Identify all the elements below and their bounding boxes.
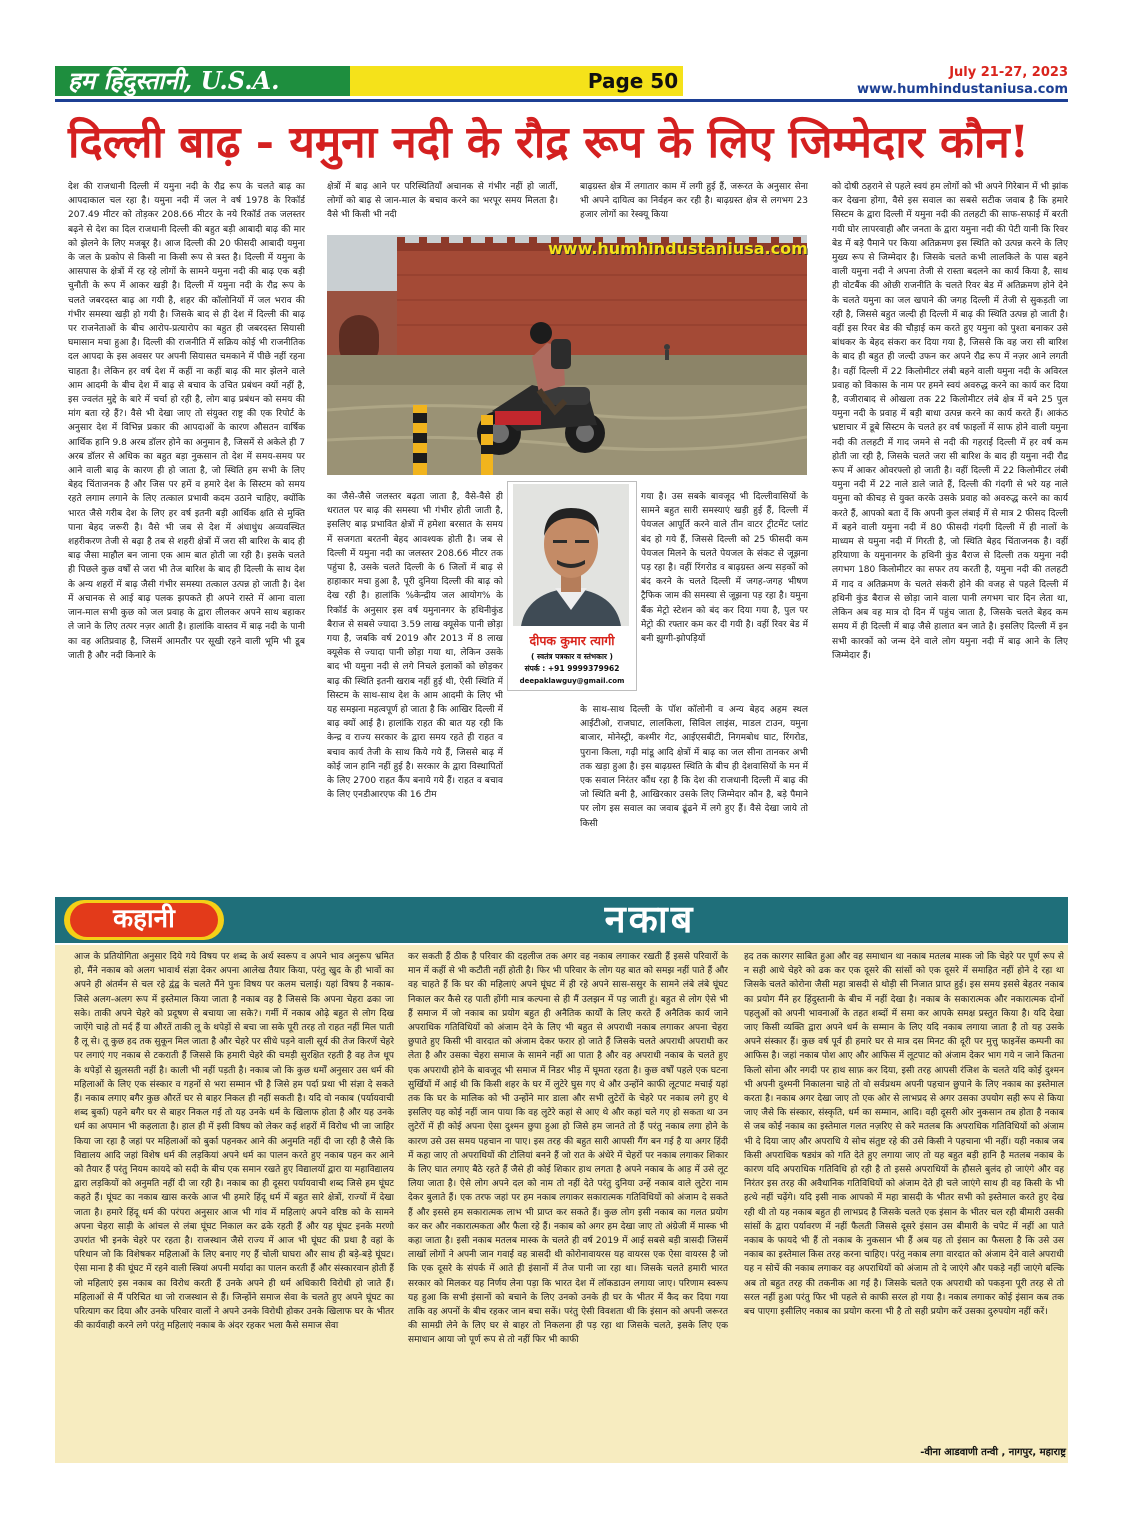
article-column-1: देश की राजधानी दिल्ली में यमुना नदी के रौद्र रूप के चलते बाढ़ का आपदाकाल चल रहा है। यमुना नदी में जल ने वर्ष 1978 के रिकॉर्ड 207.49 मीटर को तोड़कर 208.66 मीटर के नये रिकॉर्ड तक जलस्तर बढ़ने से देश का दिल राजधानी दिल्ली की बहुत बड़ी आबादी बाढ़ की मार को झेलने के लिए मजबूर है। आज दिल्ली की 20 फीसदी आबादी यमुना के जल के प्रकोप से किसी ना किसी रूप से त्रस्त है। दिल्ली में यमुना के आसपास के क्षेत्रों में रह रहे लोगों के सामने यमुना नदी की बाढ़ एक बड़ी चुनौती के रूप में आकर खड़ी है। दिल्ली में यमुना नदी के रौद्र रूप के चलते जबरदस्त बाढ़ आ गयी है, शहर की कॉलोनियों में जल भराव की गंभीर समस्या खड़ी हो गयी है। जिसके बाद से ही देश में दिल्ली की बाढ़ पर राजनेताओं के बीच आरोप-प्रत्यारोप का बहुत ही जबरदस्त सियासी घमासान मचा हुआ है। दिल्ली की राजनीति में सक्रिय कोई भी राजनीतिक दल आपदा के इस अवसर पर अपनी सियासत चमकाने में पीछे नहीं रहना चाहता है। लेकिन हर वर्ष देश में कहीं ना कहीं बाढ़ की मार झेलने वाले आम आदमी के बीच देश में बाढ़ से बचाव के उचित प्रबंधन क्यों नहीं है, इस ज्वलंत मुद्दे के बारे में चर्चा हो रही है, लोग बाढ़ प्रबंधन को समय की मांग बता रहे हैं?। वैसे भी देखा जाए तो संयुक्त राष्ट्र की एक रिपोर्ट के अनुसार देश में विभिन्न प्रकार की आपदाओं के कारण औसतन वार्षिक आर्थिक हानि 9.8 अरब डॉलर होने का अनुमान है, जिसमें से अकेले ही 7 अरब डॉलर से अधिक का बहुत बड़ा नुकसान तो देश में समय-समय पर आने वाली बाढ़ के कारण ही हो जाता है, जो स्थिति हम सभी के लिए बेहद चिंताजनक है और जिस पर हमें व हमारे देश के सिस्टम को समय रहते लगाम लगाने के लिए तत्काल प्रभावी कदम उठाने चाहिए, क्योंकि भारत जैसे गरीब देश के लिए हर वर्ष इतनी बड़ी आर्थिक क्षति से मुक्ति पाना बेहद जरूरी है। वैसे भी जब से देश में अंधाधुंध अव्यवस्थित शहरीकरण तेजी से बढ़ा है तब से शहरी क्षेत्रों में जरा सी बारिश के बाद ही बाढ़ जैसा माहौल बन जाना एक आम बात होती जा रही है। इसके चलते ही पिछले कुछ वर्षों से जरा भी तेज बारिश के बाद ही दिल्ली के साथ देश के अन्य शहरों में बाढ़ जैसी गंभीर समस्या तत्काल उत्पन्न हो जाती है। देश में अचानक से आई बाढ़ पलक झपकते ही अपने रास्ते में आना वाला जान-माल सभी कुछ को जल प्रवाह के द्वारा लीलकर अपने साथ बहाकर ले जाने के लिए तत्पर नज़र आती है। हालांकि वास्तव में बाढ़ नदी के पानी का वह अतिप्रवाह है, जिसमें आमतौर पर सूखी रहने वाली भूमि भी डूब जाती है और नदी किनारे के [68, 182, 305, 661]
author-portrait [513, 484, 629, 626]
masthead-divider [55, 99, 1068, 102]
flood-photo [327, 235, 807, 475]
article-column-2-bottom: का जैसे-जैसे जलस्तर बढ़ता जाता है, वैसे-वैसे ही धरातल पर बाढ़ की समस्या भी गंभीर होती जाती है, इसलिए बाढ़ प्रभावित क्षेत्रों में हमेशा बरसात के समय में सजगता बरतनी बेहद आवश्यक होती है। जब से दिल्ली में यमुना नदी का जलस्तर 208.66 मीटर तक पहुंचा है, उसके चलते दिल्ली के 6 जिलों में बाढ़ से हाहाकार मचा हुआ है, पूरी दुनिया दिल्ली की बाढ़ को देख रही है। हालांकि %केन्द्रीय जल आयोग% के रिकॉर्ड के अनुसार इस वर्ष यमुनानगर के हथिनीकुंड बैराज से सबसे ज्यादा 3.59 लाख क्यूसेक पानी छोड़ा गया है, जबकि वर्ष 2019 और 2013 में 8 लाख क्यूसेक से ज्यादा पानी छोड़ा गया था, लेकिन उसके बाद भी यमुना नदी से लगे निचले इलाकों को छोड़कर बाढ़ की स्थिति इतनी खराब नहीं हुई थी, ऐसी स्थिति में सिस्टम के साथ-साथ देश के आम आदमी के लिए भी यह समझना महत्वपूर्ण हो जाता है कि आखिर दिल्ली में बाढ़ क्यों आई है। हालांकि राहत की बात यह रही कि केन्द्र व राज्य सरकार के द्वारा समय रहते ही राहत व बचाव कार्य तेजी के साथ किये गये हैं, जिससे बाढ़ में कोई जान हानि नहीं हुई है। सरकार के द्वारा विस्थापितों के लिए 2700 राहत कैंप बनाये गये हैं। राहत व बचाव के लिए एनडीआरएफ की 16 टीम [327, 492, 503, 801]
author-email[interactable]: deepaklawguy@gmail.com [519, 677, 625, 685]
story-title: नकाब [604, 897, 696, 941]
article-column-3-right: गया है। उस सबके बावजूद भी दिल्लीवासियों के सामने बहुत सारी समस्याएं खड़ी हुई हैं, दिल्ली में पेयजल आपूर्ति करने वाले तीन वाटर ट्रीटमेंट प्लांट बंद हो गये हैं, जिससे दिल्ली को 25 फीसदी कम पेयजल मिलने के चलते पेयजल के संकट से जूझना पड़ रहा है। वहीं रिंगरोड व बाढ़ग्रस्त अन्य सड़कों को बंद करने के चलते दिल्ली में जगह-जगह भीषण ट्रैफिक जाम की समस्या से जूझना पड़ रहा है। यमुना बैंक मेट्रो स्टेशन को बंद कर दिया गया है, पुल पर मेट्रो की रफ्तार कम कर दी गयी है। वहीं रिवर बेड में बनी झुग्गी-झोपड़ियों [641, 492, 808, 645]
author-portrait-illustration [513, 484, 629, 626]
story-section-label: कहानी [113, 904, 175, 934]
issue-date: July 21-27, 2023 [949, 65, 1068, 80]
article-column-4: को दोषी ठहराने से पहले स्वयं हम लोगों को भी अपने गिरेबान में भी झांक कर देखना होगा, वैसे इस सवाल का सबसे सटीक जवाब है कि हमारे सिस्टम के द्वारा दिल्ली में यमुना नदी की तलहटी की साफ-सफाई में बरती गयी घोर लापरवाही और जनता के द्वारा यमुना नदी की पेटी यानी कि रिवर बेड में बड़े पैमाने पर किया अतिक्रमण इस स्थिति को उत्पन्न करने के लिए मुख्य रूप से जिम्मेदार है। जिसके चलते कभी लालकिले के पास बहने वाली यमुना नदी ने अपना तेजी से रास्ता बदलने का कार्य किया है, साथ ही वोटबैंक की ओछी राजनीति के चलते रिवर बेड में अतिक्रमण होने देने के चलते यमुना का जल खपाने की जगह दिल्ली में तेजी से सुकड़ती जा रही है, जिससे बहुत जल्दी ही दिल्ली में बाढ़ की स्थिति उत्पन्न हो जाती है। वहीं इस रिवर बेड की चौड़ाई कम करते हुए यमुना को पुश्ता बनाकर उसे बांधकर के बेहद संकरा कर दिया गया है, जिससे कि वह जरा सी बारिश के बाद ही बहुत ही जल्दी उफन कर अपने रौद्र रूप में नज़र आने लगती है। वहीं दिल्ली में 22 किलोमीटर लंबी बहने वाली यमुना नदी के अविरल प्रवाह को विकास के नाम पर हमने स्वयं अवरुद्ध करने का कार्य कर दिया है, वजीराबाद से ओखला तक 22 किलोमीटर लंबे क्षेत्र में बने 25 पुल यमुना नदी के प्रवाह में बड़ी बाधा उत्पन्न करने का कार्य करते हैं। आकंठ भ्रष्टाचार में डूबे सिस्टम के चलते हर वर्ष फाइलों में साफ होने वाली यमुना नदी की तलहटी में गाद जमने से नदी की गहराई दिल्ली में हर वर्ष कम होती जा रही है, जिसके चलते जरा सी बारिश के बाद ही यमुना नदी रौद्र रूप में आकर ओवरफ्लो हो जाती है। वहीं दिल्ली में 22 किलोमीटर लंबी यमुना नदी में 22 नाले डाले जाते हैं, दिल्ली की गंदगी से भरे यह नाले यमुना को कीचड़ से युक्त करके उसके प्रवाह को अवरुद्ध करने का कार्य करते हैं, आपको बता दें कि अपनी कुल लंबाई में से मात्र 2 फीसद दिल्ली में बहने वाली यमुना नदी में 80 फीसदी गंदगी दिल्ली में ही नालों के माध्यम से यमुना नदी में गिरती है, जो स्थिति बेहद चिंताजनक है। वहीं हरियाणा के यमुनानगर के हथिनी कुंड बैराज से दिल्ली तक यमुना नदी लगभग 180 किलोमीटर का सफर तय करती है, यमुना नदी की तलहटी में गाद व अतिक्रमण के चलते संकरी होने की वजह से पहले दिल्ली में हथिनी कुंड बैराज से छोड़ा जाने वाला पानी लगभग चार दिन लेता था, लेकिन अब वह मात्र दो दिन में पहुंच जाता है, जिसके चलते बेहद कम समय में ही दिल्ली में बाढ़ जैसे हालात बन जाते है। इसलिए दिल्ली में इन सभी कारकों को जन्म देने वाले लोग यमुना नदी में बाढ़ आने के लिए जिम्मेदार हैं। [832, 182, 1068, 661]
article-column-3-top: बाढ़ग्रस्त क्षेत्र में लगातार काम में लगी हुई हैं, जरूरत के अनुसार सेना भी अपने दायित्व का निर्वहन कर रही है। बाढ़ग्रस्त क्षेत्र से लगभग 23 हजार लोगों का रेस्क्यू किया [580, 182, 808, 221]
photo-watermark: www.humhindustaniusa.com [548, 239, 808, 258]
story-column-3: हद तक कारगर साबित हुआ और वह समाधान था नकाब मतलब मास्क जो कि चेहरे पर पूर्ण रूप से न सही आधे चेहरे को ढक कर एक दूसरे की सांसों को एक दूसरे में समाहित नहीं होने दे रहा था जिसके चलते कोरोना जैसी महा त्रासदी से थोड़ी सी निजात प्राप्त हुई। इस समय इससे बेहतर नकाब का प्रयोग मैंने हर हिंदुस्तानी के बीच में नहीं देखा है। नकाब के सकारात्मक और नकारात्मक दोनों पहलुओं को अपनी भावनाओं के तहत शब्दों में समा कर आपके समक्ष प्रस्तुत किया है। यदि देखा जाए किसी व्यक्ति द्वारा अपने धर्म के सम्मान के लिए यदि नकाब लगाया जाता है तो यह उसके अपने संस्कार हैं। कुछ वर्ष पूर्व ही हमारे घर से मात्र दस मिनट की दूरी पर मुत्तु फाइनेंस कम्पनी का आफिस है। जहां नकाब पोश आए और आफिस में लूटपाट को अंजाम देकर भाग गये न जाने कितना किलो सोना और नगदी पर हाथ साफ़ कर दिया, इसी तरह आपसी रंजिश के चलते यदि कोई दुश्मन भी अपनी दुश्मनी निकालना चाहे तो वो सर्वप्रथम अपनी पहचान छुपाने के लिए नकाब का इस्तेमाल करता है। नकाब अगर देखा जाए तो एक ओर से लाभप्रद से अगर उसका उपयोग सही रूप से किया जाए जैसे कि संस्कार, संस्कृति, धर्म का सम्मान, आदि। वही दूसरी ओर नुकसान तब होता है नकाब से जब कोई नकाब का इस्तेमाल गलत नज़रिए से करे मतलब कि अपराधिक गतिविधियों को अंजाम भी दे दिया जाए और अपराधि ये सोच संतुष्ट रहे की उसे किसी ने पहचाना भी नहीं। यही नकाब जब किसी अपराधिक षड्यंत्र को गति देते हुए लगाया जाए तो यह बहुत बड़ी हानि है मतलब नकाब के कारण यदि अपराधिक गतिविधि हो रही है तो इससे अपराधियों के हौसले बुलंद हो जाएंगे और वह निरंतर इस तरह की अवैधानिक गतिविधियों को अंजाम देते ही चले जाएंगे साथ ही वह किसी के भी हत्थे नहीं चढ़ेंगे। यदि इसी नाक आपको में महा त्रासदी के भीतर सभी को इस्तेमाल करते हुए देख रही थी तो यह नकाब बहुत ही लाभप्रद है जिसके चलते एक इंसान के भीतर चल रही बीमारी उसकी सांसों के द्वारा पर्यावरण में नहीं फैलती जिससे दूसरे इंसान उस बीमारी के चपेट में नहीं आ पाते नकाब के फायदे भी हैं तो नकाब के नुकसान भी हैं अब यह तो इंसान का फैसला है कि उसे उस नकाब का इस्तेमाल किस तरह करना चाहिए। परंतु नकाब लगा वारदात को अंजाम देने वाले अपराधी यह न सोचें की नकाब लगाकर वह अपराधियों को अंजाम तो दे जाएंगे और पकड़े नहीं जाएंगे बल्कि अब तो बहुत तरह की तकनीक आ गई है। जिसके चलते एक अपराधी को पकड़ना पूरी तरह से तो सरल नहीं हुआ परंतु फिर भी पहले से काफी सरल हो गया है। नकाब लगाकर कोई इंसान कब तक बच पाएगा इसीलिए नकाब का प्रयोग करना भी है तो सही प्रयोग करें उसका दुरुपयोग नहीं करें। [744, 952, 1064, 1318]
article-column-2-top: क्षेत्रों में बाढ़ आने पर परिस्थितियाँ अचानक से गंभीर नहीं हो जातीं, लोगों को बाढ़ से जान-माल के बचाव करने का भरपूर समय मिलता है। वैसे भी किसी भी नदी [327, 182, 558, 221]
masthead-brand: हम हिंदुस्तानी, U.S.A. [68, 66, 280, 95]
author-contact: संपर्क : +91 9999379962 [524, 664, 620, 673]
flood-scene-illustration [327, 235, 807, 475]
article-headline: दिल्ली बाढ़ - यमुना नदी के रौद्र रूप के लिए जिम्मेदार कौन! [68, 117, 1029, 168]
story-column-1: आज के प्रतियोगिता अनुसार दिये गये विषय पर शब्द के अर्थ स्वरूप व अपने भाव अनुरूप भ्रमित हो, मैंने नकाब को अलग भावार्थ संज्ञा देकर अपना आलेख तैयार किया, परंतु खुद के ही भावों का अपने ही अंतर्मन से चल रहे द्वंद्व के चलते मैंने पुनः विषय पर कलम चलाई। यहां विषय है नकाब- जिसे अलग-अलग रूप में इस्तेमाल किया जाता है नकाब वह है जिससे कि अपना चेहरा ढका जा सके। ताकी अपने चेहरे को प्रदूषण से बचाया जा सके?। गर्मी में नकाब ओढ़े बहुत से लोग दिख जाऐंगे चाहे तो मर्द हैं या औरतें ताकी लू के थपेड़ों से बचा जा सके पूरी तरह तो राहत नहीं मिल पाती है लू से। तू कुछ हद तक सुकून मिल जाता है और चेहरे पर सीधे पड़ने वाली सूर्य की तेज किरणें चेहरे पर लगाएं गए नकाब से टकराती हैं जिससे कि हमारी चेहरे की चमड़ी सुरक्षित रहती है वह तेज धूप के थपेड़ों से झुलसती नहीं है। काली भी नहीं पड़ती है। नकाब जो कि कुछ धर्मों अनुसार उस धर्म की महिलाओं के लिए एक संस्कार व गहनों से भरा सम्मान भी है जिसे हम पर्दा प्रथा भी संज्ञा दे सकते हैं। नकाब लगाए बगैर कुछ औरतें घर से बाहर निकल ही नहीं सकती है। यदि वो नकाब (पर्यायवाची शब्द बुर्का) पहने बगैर घर से बाहर निकल गई तो यह उनके धर्म के खिलाफ होता है और यह उनके धर्म का अपमान भी कहलाता है। हाल ही में इसी विषय को लेकर कई शहरों में विरोध भी जा जाहिर किया जा रहा है जहां पर महिलाओं को बुर्का पहनकर आने की अनुमति नहीं दी जा रही है जैसे कि विद्यालय आदि जहां विशेष धर्म की लड़कियां अपने धर्म का पालन करते हुए नकाब पहन कर आने को तैयार हैं परंतु नियम कायदे को सदी के बीच एक समान रखते हुए विद्यालयों द्वारा या महाविद्यालय द्वारा लड़कियों को अनुमति नहीं दी जा रही है। नकाब का ही दूसरा पर्यायवाची शब्द जिसे हम घूंघट कहते हैं। घूंघट का नकाब खास करके आज भी हमारे हिंदू धर्म में बहुत सारे क्षेत्रों, राज्यों में देखा जाता है। हमारे हिंदू धर्म की परंपरा अनुसार आज भी गांव में महिलाएं अपने वरिष्ठ को के सामने अपना चेहरा साड़ी के आंचल से लंबा घूंघट निकाल कर ढके रहती हैं और यह घूंघट इनके मरणो उपरांत भी इनके चेहरे पर रहता है। राजस्थान जैसे राज्य में आज भी घूंघट की प्रथा है वहां के परिधान जो कि विशेषकर महिलाओं के लिए बनाए गए हैं चोली घाघरा और साथ ही बड़े-बड़े घूंघट। ऐसा माना है की घूंघट में रहने वाली स्त्रियां अपनी मर्यादा का पालन करती हैं और संस्कारवान होती हैं जो महिलाएं इस नकाब का विरोध करती हैं उनके अपने ही धर्म अधिकारी विरोधी हो जाते हैं। महिलाओं से मैं परिचित था जो राजस्थान से हैं। जिन्होंने समाज सेवा के चलते हुए अपने घूंघट का परित्याग कर दिया और उनके परिवार वालों ने अपने उनके विरोधी होकर उनके खिलाफ घर के भीतर की कार्यवाही करने लगे परंतु महिलाएं नकाब के अंदर रहकर भला कैसे समाज सेवा [74, 952, 394, 1332]
story-author-signature: -वीना आडवाणी तन्वी , नागपुर, महाराष्ट्र [920, 1447, 1066, 1458]
website-link[interactable]: www.humhindustaniusa.com [856, 82, 1068, 97]
author-name: दीपक कुमार त्यागी [529, 633, 615, 648]
story-column-2: कर सकती हैं ठीक है परिवार की दहलीज तक अगर वह नकाब लगाकर रखती हैं इससे परिवारों के मान में कहीं से भी कटौती नहीं होती है। फिर भी परिवार के लोग यह बात को समझ नहीं पाते हैं और वह चाहते हैं कि घर की महिलाएं अपने घूंघट में ही रहे अपने सास-ससुर के सामने लंबे लंबे घूंघट निकाल कर कैसे रह पाती होंगी मात्र कल्पना से ही मैं उलझन में पड़ जाती हूं। बहुत से लोग ऐसे भी हैं समाज में जो नकाब का प्रयोग बहुत ही अनैतिक कार्यों के लिए करते हैं अनैतिक कार्य जाने अपराधिक गतिविधियों को अंजाम देने के लिए भी बहुत से अपराधी नकाब लगाकर अपना चेहरा छुपाते हुए किसी भी वारदात को अंजाम देकर फरार हो जाते हैं जिसके चलते अपराधी अपराधी कर लेता है और उसका चेहरा समाज के सामने नहीं आ पाता है और वह अपराधी नकाब के चलते हुए एक अपराधी होने के बावजूद भी समाज में निडर भीड़ में घूमता रहता है। कुछ वर्षों पहले एक घटना सुर्खियों में आई थी कि किसी शहर के घर में लुटेरे घुस गए थे और उन्होंने काफी लूटपाट मचाई यहां तक कि घर के मालिक को भी उन्होंने मार डाला और सभी लुटेरों के चेहरे पर नकाब लगे हुए थे इसलिए यह कोई नहीं जान पाया कि वह लुटेरे कहां से आए थे और कहां चले गए हो सकता था उन लुटेरों में ही कोई अपना ऐसा दुश्मन छुपा हुआ हो जिसे हम जानते तो हैं परंतु नकाब लगा होने के कारण उसे उस समय पहचान ना पाए। इस तरह की बहुत सारी आपसी गैंग बन गई है या अगर हिंदी में कहा जाए तो अपराधियों की टोलियां बनने हैं जो रात के अंधेरे में चेहरों पर नकाब लगाकर शिकार के लिए घात लगाए बैठे रहते हैं जैसे ही कोई शिकार हाथ लगता है अपने नकाब के आड़ में उसे लूट लिया जाता है। ऐसे लोग अपने दल को नाम तो नहीं देते परंतु दुनिया उन्हें नकाब वाले लुटेरा नाम देकर बुलाते हैं। एक तरफ जहां पर हम नकाब लगाकर सकारात्मक गतिविधियों को अंजाम दे सकते हैं और इससे हम सकारात्मक लाभ भी प्राप्त कर सकते हैं। कुछ लोग इसी नकाब का गलत प्रयोग कर कर और नकारात्मकता और फैला रहे हैं। नकाब को अगर हम देखा जाए तो अंग्रेजी में मास्क भी कहा जाता है। इसी नकाब मतलब मास्क के चलते ही वर्ष 2019 में आई सबसे बड़ी त्रासदी जिसमें लाखों लोगों ने अपनी जान गवाई वह त्रासदी थी कोरोनावायरस यह वायरस एक ऐसा वायरस है जो कि एक दूसरे के संपर्क में आते ही इंसानों में तेज पानी जा रहा था। जिसके चलते हमारी भारत सरकार को मिलकर यह निर्णय लेना पड़ा कि भारत देश में लॉकडाउन लगाया जाए। परिणाम स्वरूप यह हुआ कि सभी इंसानों को बचाने के लिए उनको उनके ही घर के भीतर में कैद कर दिया गया ताकि वह अपनों के बीच रहकर जान बचा सकें। परंतु ऐसी विवशता थी कि इंसान को अपनी जरूरत की सामग्री लेने के लिए घर से बाहर तो निकलना ही पड़ रहा था जिसके चलते, इसके लिए एक समाधान आया जो पूर्ण रूप से तो नहीं फिर भी काफी [408, 952, 728, 1346]
article-column-3-bottom: के साथ-साथ दिल्ली के पॉश कॉलोनी व अन्य बेहद अहम स्थल आईटीओ, राजघाट, लालकिला, सिविल लाइंस, माडल टाउन, यमुना बाजार, मोनेस्ट्री, कश्मीर गेट, आईएसबीटी, निगमबोध घाट, रिंगरोड, पुराना किला, गढ़ी मांडू आदि क्षेत्रों में बाढ़ का जल सीना तानकर अभी तक खड़ा हुआ है। इस बाढ़ग्रस्त स्थिति के बीच ही देशवासियों के मन में एक सवाल निरंतर कौंध रहा है कि देश की राजधानी दिल्ली में बाढ़ की जो स्थिति बनी है, आखिरकार उसके लिए जिम्मेदार कौन है, बड़े पैमाने पर लोग इस सवाल का जवाब ढूंढने में लगे हुए हैं। वैसे देखा जाये तो किसी [580, 705, 808, 829]
page-number: Page 50 [587, 69, 679, 93]
masthead-yellow-bar [350, 66, 583, 96]
author-role: ( स्वतंत्र पत्रकार व स्तंभकार ) [531, 652, 613, 661]
